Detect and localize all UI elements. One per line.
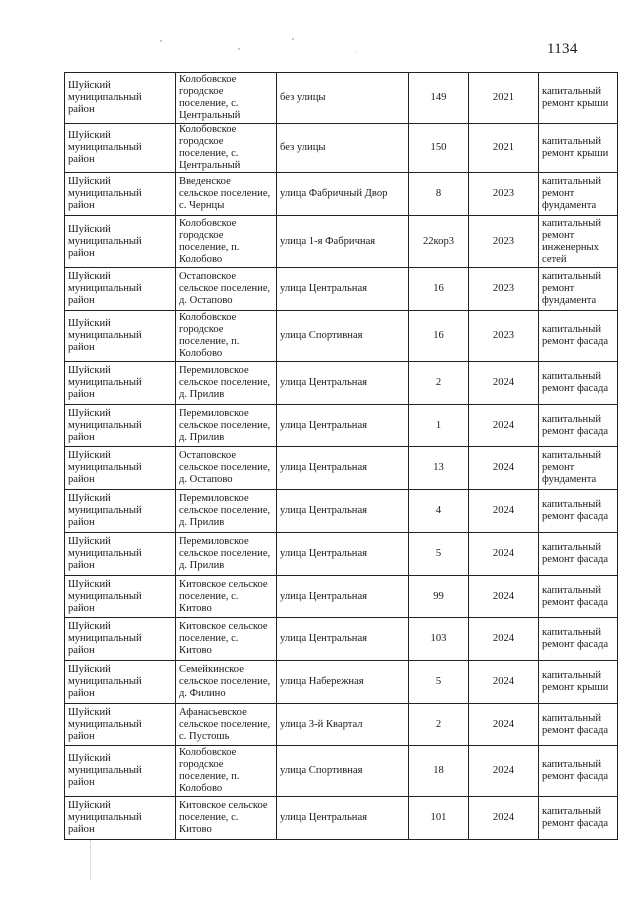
table-row bbox=[65, 268, 618, 311]
district-cell: Шуйский муниципальный район bbox=[65, 73, 176, 124]
district-cell: Шуйский муниципальный район bbox=[65, 661, 176, 704]
year-cell: 2024 bbox=[469, 447, 539, 490]
work-type-cell: капитальный ремонт крыши bbox=[539, 661, 618, 704]
district-cell: Шуйский муниципальный район bbox=[65, 216, 176, 268]
table-row bbox=[65, 216, 618, 268]
district-cell: Шуйский муниципальный район bbox=[65, 704, 176, 746]
work-type-cell: капитальный ремонт фасада bbox=[539, 405, 618, 447]
year-cell: 2021 bbox=[469, 124, 539, 173]
settlement-cell: Колобовское городское поселение, п. Колобово bbox=[176, 216, 277, 268]
work-type-cell: капитальный ремонт фасада bbox=[539, 797, 618, 840]
scan-speck bbox=[292, 38, 294, 40]
district-cell: Шуйский муниципальный район bbox=[65, 618, 176, 661]
street-cell: улица Центральная bbox=[277, 268, 409, 311]
street-cell: улица Спортивная bbox=[277, 746, 409, 797]
work-type-cell: капитальный ремонт фундамента bbox=[539, 447, 618, 490]
house-number-cell: 8 bbox=[409, 173, 469, 216]
year-cell: 2023 bbox=[469, 216, 539, 268]
street-cell: улица 1-я Фабричная bbox=[277, 216, 409, 268]
year-cell: 2024 bbox=[469, 405, 539, 447]
district-cell: Шуйский муниципальный район bbox=[65, 576, 176, 618]
year-cell: 2024 bbox=[469, 797, 539, 840]
district-cell: Шуйский муниципальный район bbox=[65, 311, 176, 362]
street-cell: улица Центральная bbox=[277, 533, 409, 576]
work-type-cell: капитальный ремонт фасада bbox=[539, 490, 618, 533]
street-cell: улица Центральная bbox=[277, 618, 409, 661]
work-type-cell: капитальный ремонт фасада bbox=[539, 704, 618, 746]
district-cell: Шуйский муниципальный район bbox=[65, 405, 176, 447]
table-row bbox=[65, 490, 618, 533]
district-cell: Шуйский муниципальный район bbox=[65, 447, 176, 490]
year-cell: 2024 bbox=[469, 661, 539, 704]
table-body bbox=[65, 73, 618, 840]
settlement-cell: Колобовское городское поселение, п. Колобово bbox=[176, 311, 277, 362]
scan-margin-marks bbox=[90, 840, 92, 880]
work-type-cell: капитальный ремонт фасада bbox=[539, 746, 618, 797]
house-number-cell: 101 bbox=[409, 797, 469, 840]
street-cell: улица Спортивная bbox=[277, 311, 409, 362]
street-cell: улица Центральная bbox=[277, 797, 409, 840]
year-cell: 2024 bbox=[469, 704, 539, 746]
settlement-cell: Колобовское городское поселение, п. Колобово bbox=[176, 746, 277, 797]
street-cell: улица Центральная bbox=[277, 576, 409, 618]
work-type-cell: капитальный ремонт фасада bbox=[539, 311, 618, 362]
house-number-cell: 13 bbox=[409, 447, 469, 490]
house-number-cell: 2 bbox=[409, 704, 469, 746]
settlement-cell: Перемиловское сельское поселение, д. Прилив bbox=[176, 533, 277, 576]
year-cell: 2024 bbox=[469, 746, 539, 797]
settlement-cell: Перемиловское сельское поселение, д. Прилив bbox=[176, 362, 277, 405]
settlement-cell: Китовское сельское поселение, с. Китово bbox=[176, 797, 277, 840]
year-cell: 2023 bbox=[469, 268, 539, 311]
table-row bbox=[65, 73, 618, 124]
year-cell: 2023 bbox=[469, 173, 539, 216]
settlement-cell: Введенское сельское поселение, с. Чернцы bbox=[176, 173, 277, 216]
table-row bbox=[65, 618, 618, 661]
settlement-cell: Китовское сельское поселение, с. Китово bbox=[176, 618, 277, 661]
page-number: 1134 bbox=[547, 41, 578, 57]
scan-speck bbox=[355, 52, 356, 53]
district-cell: Шуйский муниципальный район bbox=[65, 490, 176, 533]
table-row bbox=[65, 661, 618, 704]
table-row bbox=[65, 704, 618, 746]
street-cell: улица Центральная bbox=[277, 405, 409, 447]
year-cell: 2024 bbox=[469, 490, 539, 533]
settlement-cell: Семейкинское сельское поселение, д. Филино bbox=[176, 661, 277, 704]
house-number-cell: 22кор3 bbox=[409, 216, 469, 268]
street-cell: улица Центральная bbox=[277, 362, 409, 405]
year-cell: 2024 bbox=[469, 533, 539, 576]
street-cell: улица 3-й Квартал bbox=[277, 704, 409, 746]
street-cell: улица Центральная bbox=[277, 447, 409, 490]
settlement-cell: Остаповское сельское поселение, д. Остапово bbox=[176, 268, 277, 311]
district-cell: Шуйский муниципальный район bbox=[65, 746, 176, 797]
settlement-cell: Афанасьевское сельское поселение, с. Пустошь bbox=[176, 704, 277, 746]
district-cell: Шуйский муниципальный район bbox=[65, 362, 176, 405]
settlement-cell: Перемиловское сельское поселение, д. Прилив bbox=[176, 490, 277, 533]
work-type-cell: капитальный ремонт фундамента bbox=[539, 173, 618, 216]
district-cell: Шуйский муниципальный район bbox=[65, 533, 176, 576]
table-row bbox=[65, 533, 618, 576]
table-row bbox=[65, 576, 618, 618]
table-row bbox=[65, 797, 618, 840]
work-type-cell: капитальный ремонт фасада bbox=[539, 533, 618, 576]
work-type-cell: капитальный ремонт фасада bbox=[539, 576, 618, 618]
street-cell: улица Набережная bbox=[277, 661, 409, 704]
house-number-cell: 99 bbox=[409, 576, 469, 618]
street-cell: без улицы bbox=[277, 73, 409, 124]
work-type-cell: капитальный ремонт крыши bbox=[539, 73, 618, 124]
street-cell: без улицы bbox=[277, 124, 409, 173]
house-number-cell: 5 bbox=[409, 533, 469, 576]
house-number-cell: 2 bbox=[409, 362, 469, 405]
work-type-cell: капитальный ремонт фундамента bbox=[539, 268, 618, 311]
work-type-cell: капитальный ремонт фасада bbox=[539, 618, 618, 661]
year-cell: 2023 bbox=[469, 311, 539, 362]
settlement-cell: Китовское сельское поселение, с. Китово bbox=[176, 576, 277, 618]
district-cell: Шуйский муниципальный район bbox=[65, 268, 176, 311]
year-cell: 2024 bbox=[469, 576, 539, 618]
table-row bbox=[65, 746, 618, 797]
house-number-cell: 18 bbox=[409, 746, 469, 797]
table-row bbox=[65, 362, 618, 405]
year-cell: 2021 bbox=[469, 73, 539, 124]
scan-speck bbox=[160, 40, 162, 42]
table-row bbox=[65, 311, 618, 362]
work-type-cell: капитальный ремонт крыши bbox=[539, 124, 618, 173]
housing-repair-table bbox=[64, 72, 618, 840]
house-number-cell: 16 bbox=[409, 311, 469, 362]
scan-speck bbox=[238, 48, 240, 50]
house-number-cell: 5 bbox=[409, 661, 469, 704]
table-row bbox=[65, 447, 618, 490]
house-number-cell: 4 bbox=[409, 490, 469, 533]
settlement-cell: Перемиловское сельское поселение, д. Прилив bbox=[176, 405, 277, 447]
house-number-cell: 149 bbox=[409, 73, 469, 124]
street-cell: улица Фабричный Двор bbox=[277, 173, 409, 216]
settlement-cell: Колобовское городское поселение, с. Центральный bbox=[176, 73, 277, 124]
house-number-cell: 1 bbox=[409, 405, 469, 447]
district-cell: Шуйский муниципальный район bbox=[65, 124, 176, 173]
street-cell: улица Центральная bbox=[277, 490, 409, 533]
work-type-cell: капитальный ремонт фасада bbox=[539, 362, 618, 405]
year-cell: 2024 bbox=[469, 618, 539, 661]
settlement-cell: Остаповское сельское поселение, д. Остапово bbox=[176, 447, 277, 490]
table-row bbox=[65, 124, 618, 173]
house-number-cell: 150 bbox=[409, 124, 469, 173]
house-number-cell: 16 bbox=[409, 268, 469, 311]
district-cell: Шуйский муниципальный район bbox=[65, 797, 176, 840]
work-type-cell: капитальный ремонт инженерных сетей bbox=[539, 216, 618, 268]
table-row bbox=[65, 173, 618, 216]
settlement-cell: Колобовское городское поселение, с. Центральный bbox=[176, 124, 277, 173]
table-row bbox=[65, 405, 618, 447]
district-cell: Шуйский муниципальный район bbox=[65, 173, 176, 216]
house-number-cell: 103 bbox=[409, 618, 469, 661]
year-cell: 2024 bbox=[469, 362, 539, 405]
